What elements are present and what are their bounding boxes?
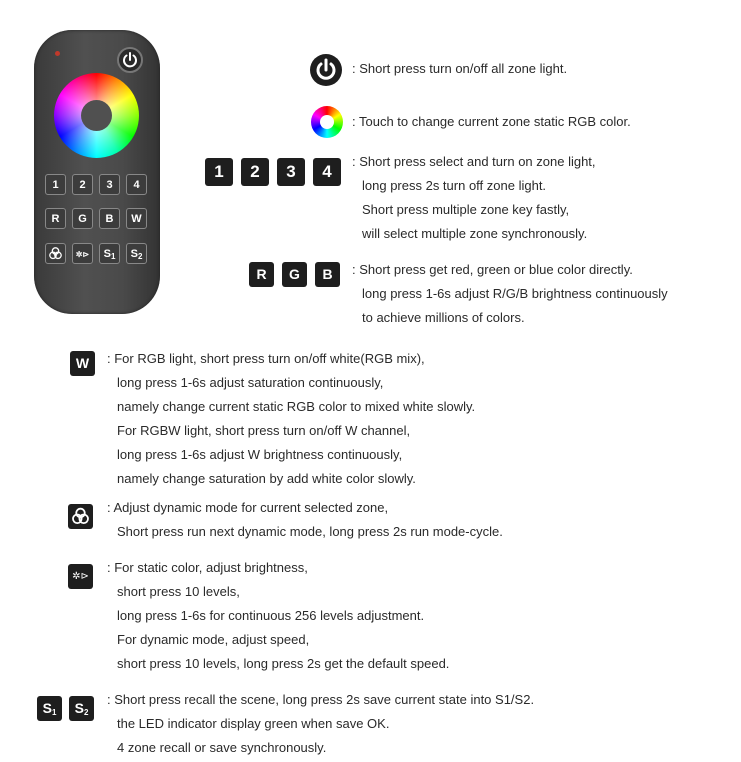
rgb-desc-line: to achieve millions of colors. <box>362 310 525 325</box>
led-indicator <box>55 51 60 56</box>
w-desc-line: namely change saturation by add white color slowly. <box>117 471 416 486</box>
remote-s1-key[interactable] <box>99 243 120 264</box>
color-desc-line: : Touch to change current zone static RGB color. <box>352 114 631 129</box>
remote-s1-label: S <box>103 248 111 260</box>
legend-power-key <box>310 54 342 86</box>
legend-s2-key <box>69 696 94 721</box>
legend-s1-label: S <box>42 700 52 716</box>
remote-w-key[interactable]: W <box>126 208 147 229</box>
speed-desc-line: For dynamic mode, adjust speed, <box>117 632 310 647</box>
zone-desc-line: Short press multiple zone key fastly, <box>362 202 570 217</box>
remote-zone-key-1[interactable]: 1 <box>45 174 66 195</box>
legend-b-key: B <box>315 262 340 287</box>
legend-speed-key <box>68 564 93 589</box>
remote-b-key[interactable]: B <box>99 208 120 229</box>
mode-desc-line: Short press run next dynamic mode, long press 2s run mode-cycle. <box>117 524 503 539</box>
scene-desc-line: : Short press recall the scene, long press 2s save current state into S1/S2. <box>107 692 535 707</box>
speed-desc-line: long press 1-6s for continuous 256 levels adjustment. <box>117 608 425 623</box>
zone-desc-line: will select multiple zone synchronously. <box>362 226 588 241</box>
zone-description <box>352 150 596 246</box>
legend-zone-key-1: 1 <box>205 158 233 186</box>
remote-zone-key-4[interactable]: 4 <box>126 174 147 195</box>
speed-desc-line: : For static color, adjust brightness, <box>107 560 308 575</box>
brightness-speed-icon: ✲⊳ <box>72 571 89 582</box>
color-wheel-icon <box>311 106 343 138</box>
zone-desc-line: : Short press select and turn on zone light, <box>352 154 596 169</box>
power-icon <box>310 54 342 86</box>
remote-s2-label: S <box>130 248 138 260</box>
mode-icon <box>68 504 93 529</box>
remote-zone-key-3[interactable]: 3 <box>99 174 120 195</box>
remote-power-button[interactable] <box>117 47 143 73</box>
power-icon <box>119 49 141 71</box>
mode-desc-line: : Adjust dynamic mode for current selected zone, <box>107 500 389 515</box>
legend-g-key: G <box>282 262 307 287</box>
color-wheel-center <box>81 100 112 131</box>
rgb-desc-line: long press 1-6s adjust R/G/B brightness continuously <box>362 286 668 301</box>
remote-s2-key[interactable] <box>126 243 147 264</box>
scene-desc-line: the LED indicator display green when save OK. <box>117 716 390 731</box>
remote-speed-key[interactable] <box>72 243 93 264</box>
remote-s1-sub: 1 <box>110 252 116 261</box>
power-description <box>352 57 567 81</box>
w-desc-line: For RGBW light, short press turn on/off W channel, <box>117 423 411 438</box>
w-desc-line: long press 1-6s adjust saturation continuously, <box>117 375 384 390</box>
w-desc-line: namely change current static RGB color to mixed white slowly. <box>117 399 476 414</box>
mode-description <box>107 496 503 544</box>
scene-desc-line: 4 zone recall or save synchronously. <box>117 740 327 755</box>
speed-desc-line: short press 10 levels, <box>117 584 240 599</box>
remote-r-key[interactable]: R <box>45 208 66 229</box>
w-desc-line: long press 1-6s adjust W brightness continuously, <box>117 447 403 462</box>
legend-w-key: W <box>70 351 95 376</box>
remote-zone-key-2[interactable]: 2 <box>72 174 93 195</box>
w-description <box>107 347 475 491</box>
power-desc-line: : Short press turn on/off all zone light. <box>352 61 568 76</box>
legend-s1-key <box>37 696 62 721</box>
rgb-desc-line: : Short press get red, green or blue color directly. <box>352 262 633 277</box>
speed-description <box>107 556 449 676</box>
legend-s2-sub: 2 <box>83 708 89 717</box>
legend-zone-key-4: 4 <box>313 158 341 186</box>
zone-desc-line: long press 2s turn off zone light. <box>362 178 547 193</box>
w-desc-line: : For RGB light, short press turn on/off white(RGB mix), <box>107 351 425 366</box>
legend-r-key: R <box>249 262 274 287</box>
rgb-description <box>352 258 668 330</box>
legend-s1-sub: 1 <box>51 708 57 717</box>
legend-zone-key-3: 3 <box>277 158 305 186</box>
speed-desc-line: short press 10 levels, long press 2s get the default speed. <box>117 656 450 671</box>
remote-g-key[interactable]: G <box>72 208 93 229</box>
legend-zone-key-2: 2 <box>241 158 269 186</box>
remote-s2-sub: 2 <box>137 252 143 261</box>
remote-mode-key[interactable] <box>45 243 66 264</box>
brightness-speed-icon: ✲⊳ <box>75 250 90 259</box>
legend-mode-key <box>68 504 93 529</box>
color-description <box>352 110 631 134</box>
scene-description <box>107 688 534 760</box>
legend-s2-label: S <box>74 700 84 716</box>
mode-icon <box>46 244 65 263</box>
